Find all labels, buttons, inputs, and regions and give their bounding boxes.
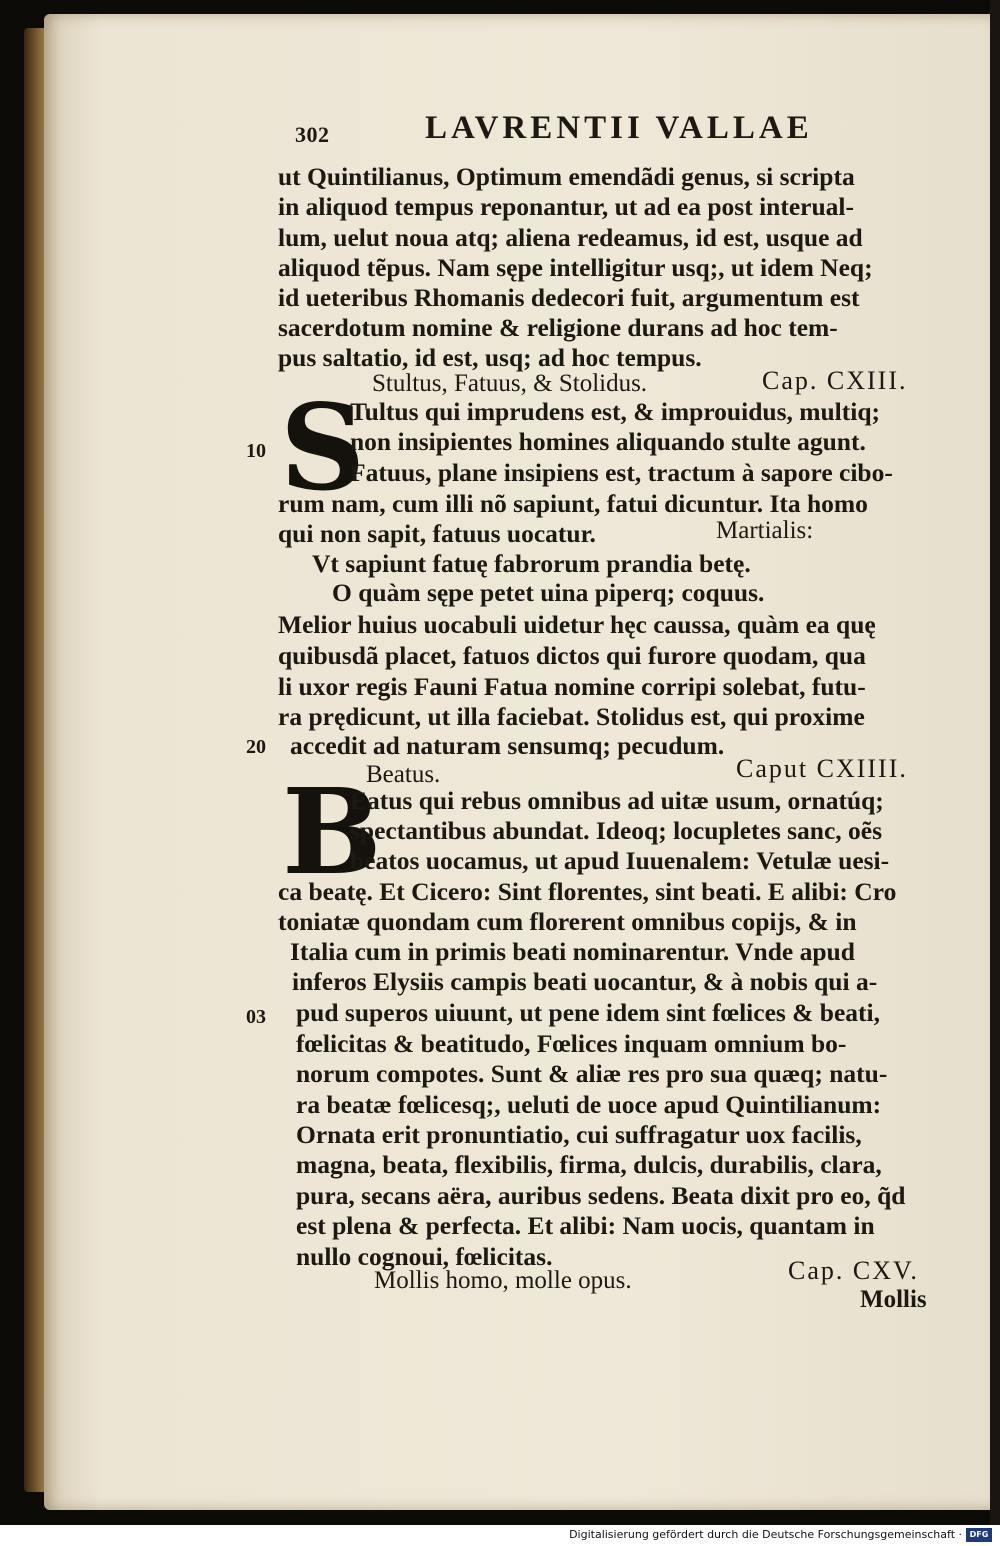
text-line: toniatæ quondam cum florerent omnibus copijs, & in (278, 907, 857, 936)
text-line: Italia cum in primis beati nominarentur. Vnde apud (290, 937, 855, 966)
text-line: rum nam, cum illi nõ sapiunt, fatui dicuntur. Ita homo (278, 489, 868, 518)
chapter-title: Beatus. (366, 761, 441, 788)
text-line: lum, uelut noua atq; aliena redeamus, id est, usque ad (278, 223, 863, 252)
text-line: ra beatæ fœlicesq;, ueluti de uoce apud Quintilianum: (296, 1090, 882, 1119)
text-line: sacerdotum nomine & religione durans ad hoc tem- (278, 313, 838, 342)
text-line: spectantibus abundat. Ideoq; locupletes sanc, oẽs (350, 816, 883, 845)
funding-credit: Digitalisierung gefördert durch die Deutsche Forschungsgemeinschaft · (569, 1528, 962, 1541)
margin-line-number: 20 (246, 736, 266, 758)
catchword: Mollis (860, 1286, 927, 1313)
text-line: est plena & perfecta. Et alibi: Nam uocis, quantam in (296, 1211, 875, 1240)
text-line: pud superos uiuunt, ut pene idem sint fœlices & beati, (296, 998, 880, 1027)
text-line: in aliquod tempus reponantur, ut ad ea post interual- (278, 192, 854, 221)
page-number: 302 (295, 122, 330, 147)
text-line: aliquod tẽpus. Nam sępe intelligitur usq;, ut idem Neq; (278, 253, 873, 282)
text-line: ut Quintilianus, Optimum emendãdi genus, si scripta (278, 162, 855, 191)
text-line: id ueteribus Rhomanis dedecori fuit, argumentum est (278, 283, 860, 312)
text-line: qui non sapit, fatuus uocatur. (278, 519, 596, 548)
footer-bar (0, 1525, 1000, 1546)
text-line: Fatuus, plane insipiens est, tractum à sapore cibo- (350, 458, 893, 487)
text-line: non insipientes homines aliquando stulte agunt. (350, 427, 866, 456)
text-line: pura, secans aëra, auribus sedens. Beata dixit pro eo, q̃d (296, 1181, 906, 1210)
dfg-logo-icon: DFG (966, 1528, 992, 1542)
text-line: nullo cognoui, fœlicitas. (296, 1242, 553, 1271)
text-line: quibusdã placet, fatuos dictos qui furore quodam, qua (278, 641, 866, 670)
chapter-title: Stultus, Fatuus, & Stolidus. (372, 370, 648, 397)
running-head: LAVRENTII VALLAE (425, 110, 813, 146)
text-line: Ornata erit pronuntiatio, cui suffragatur uox facilis, (296, 1120, 862, 1149)
text-line: Eatus qui rebus omnibus ad uitæ usum, ornatúq; (350, 786, 884, 815)
drop-cap: B (282, 762, 382, 901)
text-line: inferos Elysiis campis beati uocantur, & à nobis qui a- (292, 967, 878, 996)
text-line: accedit ad naturam sensumq; pecudum. (290, 731, 725, 760)
verse-line: O quàm sępe petet uina piperq; coquus. (332, 578, 765, 607)
text-line: pus saltatio, id est, usq; ad hoc tempus. (278, 343, 702, 372)
chapter-number: Cap. CXIII. (762, 366, 908, 395)
text-line: beatos uocamus, ut apud Iuuenalem: Vetulæ uesi- (350, 846, 890, 875)
margin-line-number: 03 (246, 1006, 266, 1028)
text-line: Melior huius uocabuli uidetur hęc caussa, quàm ea quę (278, 610, 876, 639)
text-line: ra prędicunt, ut illa faciebat. Stolidus est, qui proxime (278, 702, 865, 731)
text-line: ca beatę. Et Cicero: Sint florentes, sint beati. E alibi: Cro (278, 877, 897, 906)
chapter-number: Cap. CXV. (788, 1256, 919, 1285)
citation: Martialis: (716, 517, 814, 544)
text-line: li uxor regis Fauni Fatua nomine corripi solebat, futu- (278, 672, 866, 701)
text-line: magna, beata, flexibilis, firma, dulcis, durabilis, clara, (296, 1150, 882, 1179)
page-header (295, 108, 815, 148)
verse-line: Vt sapiunt fatuę fabrorum prandia betę. (312, 549, 751, 578)
text-line: norum compotes. Sunt & aliæ res pro sua quæq; natu- (296, 1059, 888, 1088)
chapter-title: Mollis homo, molle opus. (374, 1267, 632, 1294)
drop-cap: S (280, 378, 366, 517)
chapter-number: Caput CXIIII. (736, 754, 908, 783)
text-line: Tultus qui imprudens est, & improuidus, multiq; (350, 397, 880, 426)
scan-border (990, 0, 1000, 1525)
text-line: fœlicitas & beatitudo, Fœlices inquam omnium bo- (296, 1029, 847, 1058)
margin-line-number: 10 (246, 440, 266, 462)
